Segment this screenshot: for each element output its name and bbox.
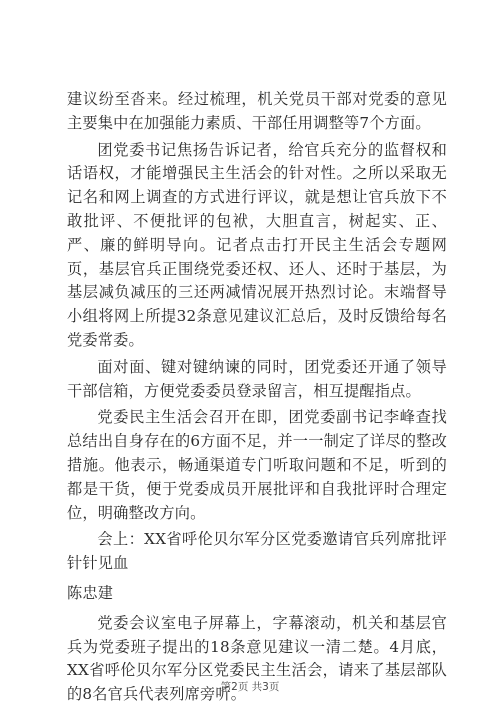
- author-name: 陈忠建: [67, 583, 114, 602]
- paragraph: 党委会议室电子屏幕上，字幕滚动，机关和基层官兵为党委班子提出的18条意见建议一清二楚。4月底，XX省呼伦贝尔军分区党委民主生活会，请来了基层部队的8名官兵代表列席旁听。: [67, 613, 447, 704]
- paragraph: 团党委书记焦扬告诉记者，给官兵充分的监督权和话语权，才能增强民主生活会的针对性。之所以采取无记名和网上调查的方式进行评议，就是想让官兵放下不敢批评、不便批评的包袱，大胆直言，树起实、正、严、廉的鲜明导向。记者点击打开民主生活会专题网页，基层官兵正围绕党委还权、还人、还时于基层，为基层减负减压的三还两减情况展开热烈讨论。末端督导小组将网上所提32条意见建议汇总后，及时反馈给每名党委常委。: [67, 140, 447, 349]
- paragraph: 面对面、键对键纳谏的同时，团党委还开通了领导干部信箱，方便党委委员登录留言，相互提醒指点。: [67, 357, 447, 400]
- document-body: [67, 88, 447, 710]
- section-heading: 会上：XX省呼伦贝尔军分区党委邀请官兵列席批评针针见血: [67, 530, 447, 573]
- page-footer: 第2页 共3页: [220, 681, 280, 693]
- paragraph: 党委民主生活会召开在即，团党委副书记李峰查找总结出自身存在的6方面不足，并一一制定了详尽的整改措施。他表示，畅通渠道专门听取问题和不足，听到的都是干货，便于党委成员开展批评和自我批评时合理定位，明确整改方向。: [67, 408, 447, 522]
- paragraph: 建议纷至沓来。经过梳理，机关党员干部对党委的意见主要集中在加强能力素质、干部任用调整等7个方面。: [67, 90, 447, 132]
